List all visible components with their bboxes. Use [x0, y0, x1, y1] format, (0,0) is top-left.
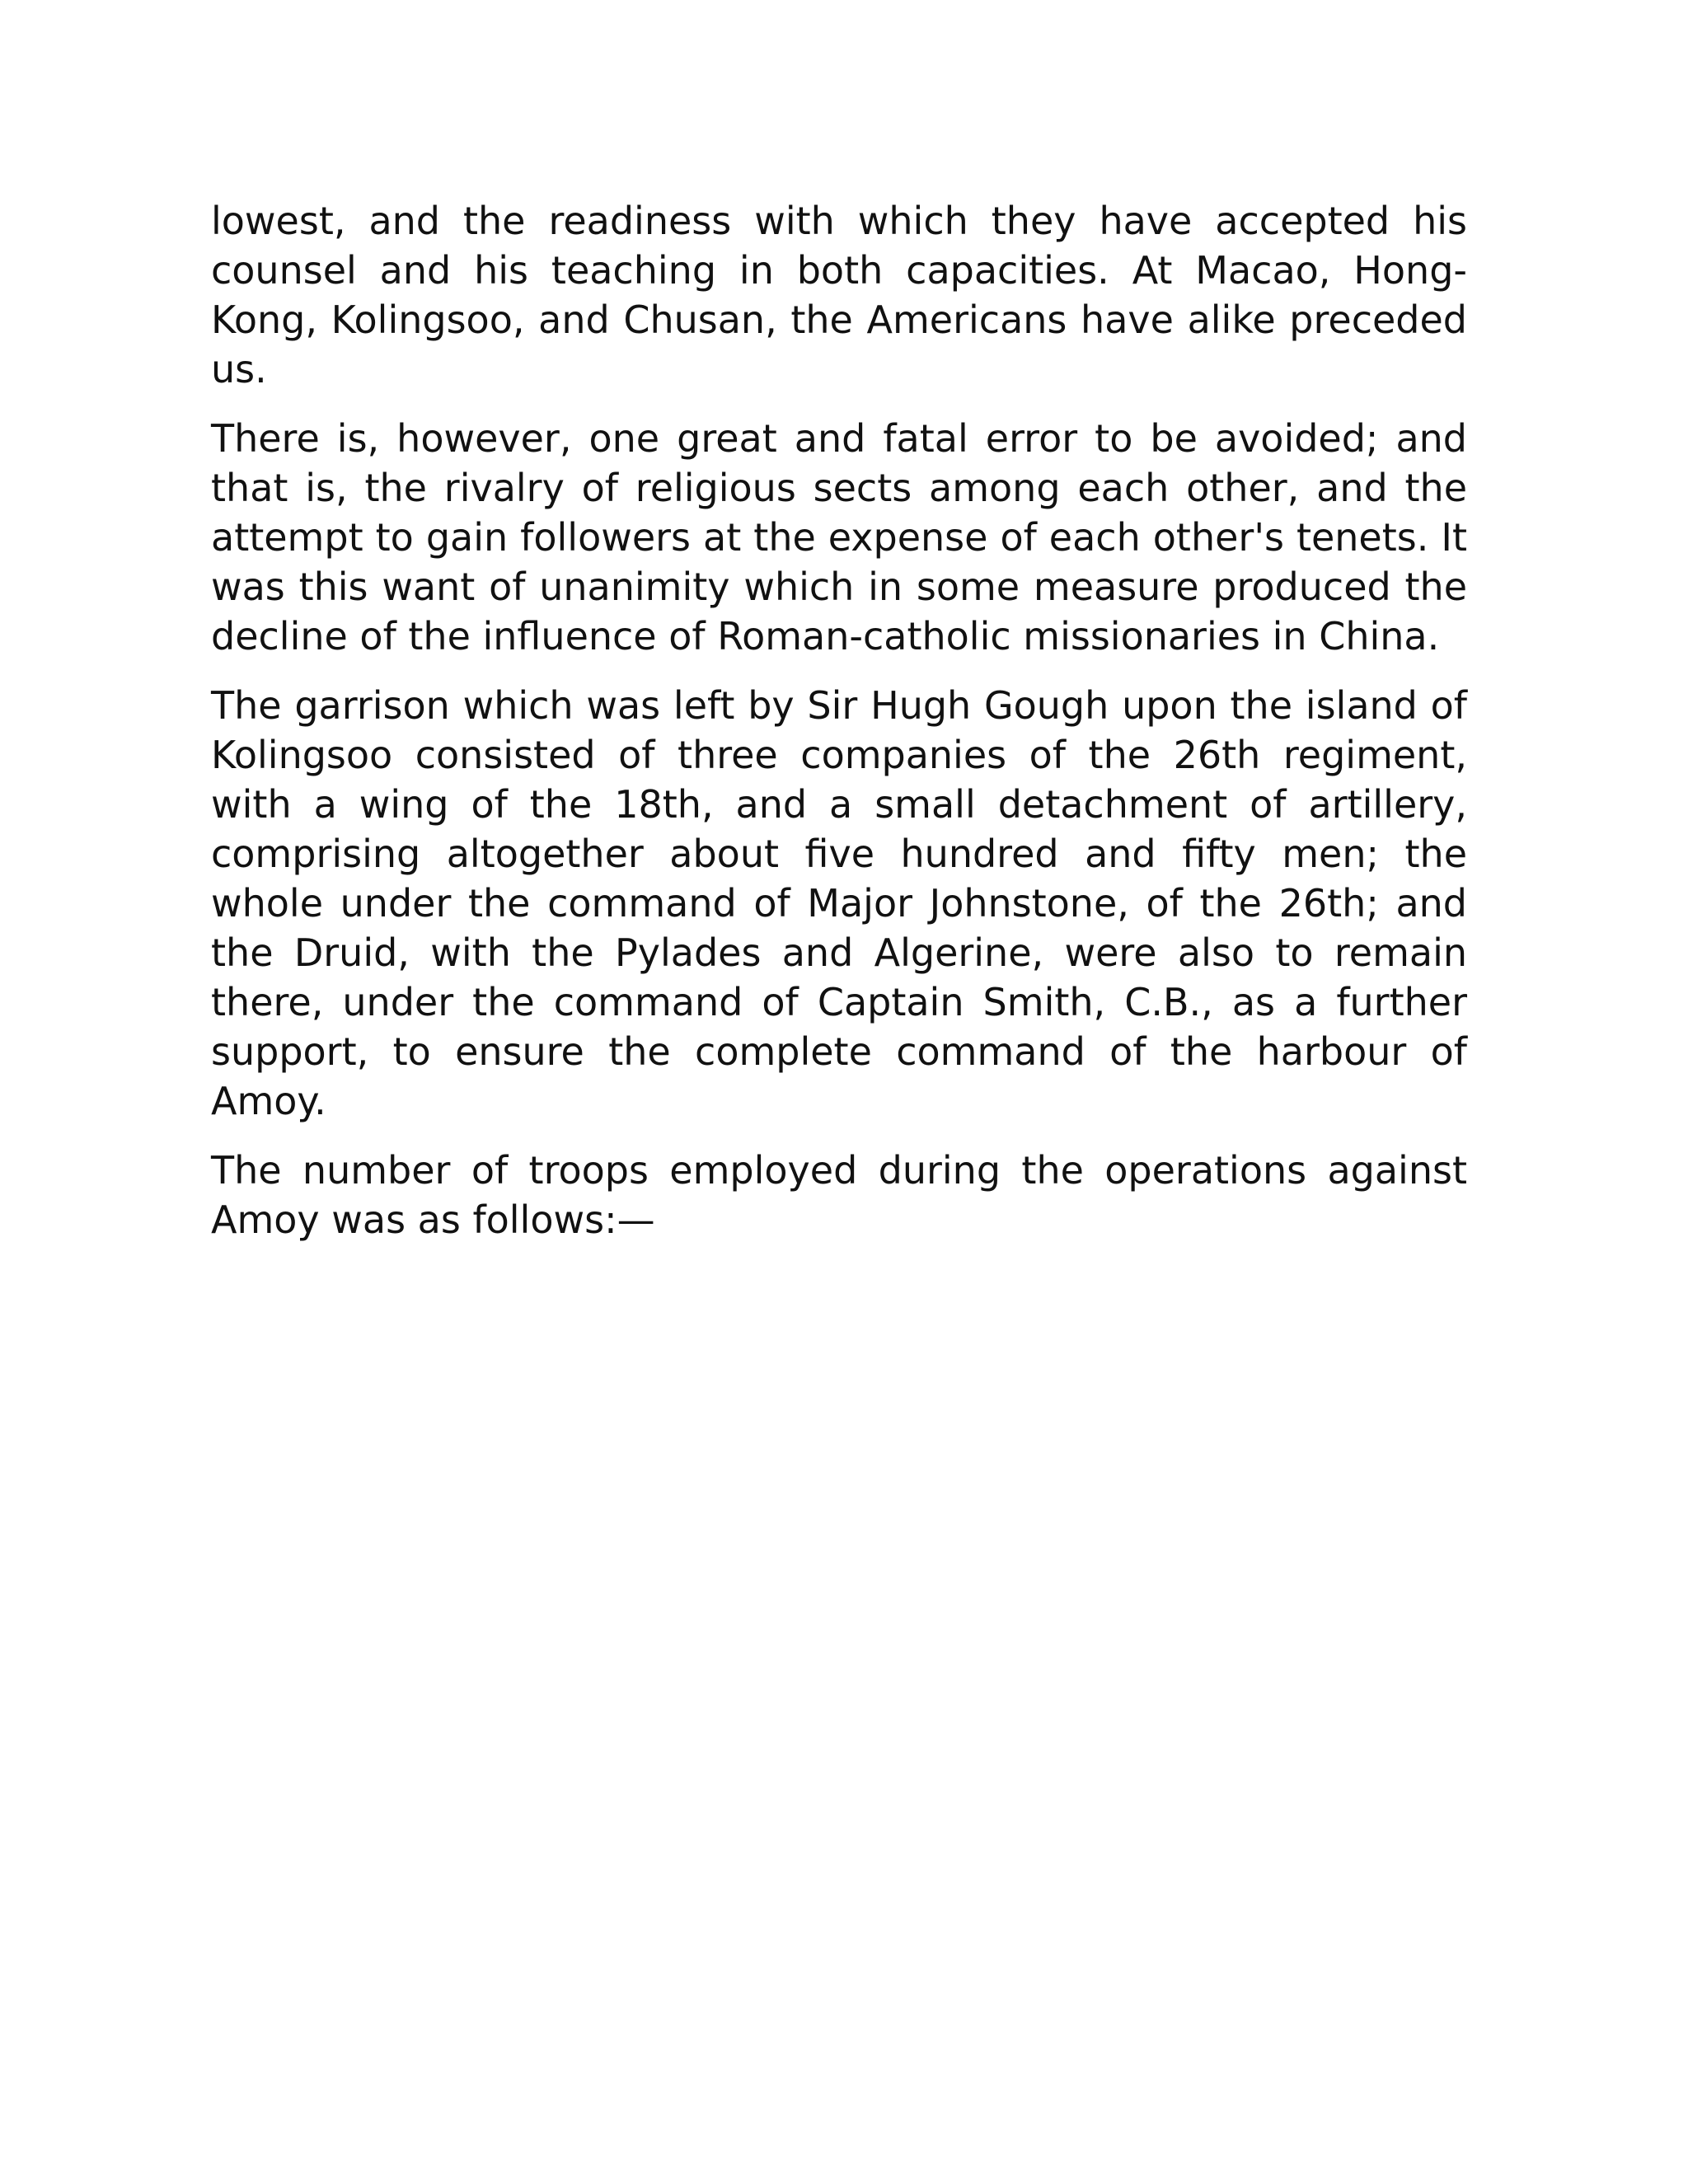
paragraph-4: The number of troops employed during the operations against Amoy was as follows:— — [211, 1148, 1467, 1242]
body-text — [211, 196, 1467, 1264]
paragraph-2: There is, however, one great and fatal error to be avoided; and that is, the rivalry of religious sects among each other, and the attempt to gain followers at the expense of each other's tenets. It was this want of unanimity which in some measure produced the decline of the influence of Roman-catholic missionaries in China. — [211, 416, 1467, 658]
paragraph-1: lowest, and the readiness with which they have accepted his counsel and his teaching in both capacities. At Macao, Hong-Kong, Kolingsoo, and Chusan, the Americans have alike preceded us. — [211, 199, 1467, 391]
paragraph-3: The garrison which was left by Sir Hugh Gough upon the island of Kolingsoo consisted of three companies of the 26th regiment, with a wing of the 18th, and a small detachment of artillery, comprising altogether about five hundred and fifty men; the whole under the command of Major Johnstone, of the 26th; and the Druid, with the Pylades and Algerine, were also to remain there, under the command of Captain Smith, C.B., as a further support, to ensure the complete command of the harbour of Amoy. — [211, 683, 1467, 1123]
